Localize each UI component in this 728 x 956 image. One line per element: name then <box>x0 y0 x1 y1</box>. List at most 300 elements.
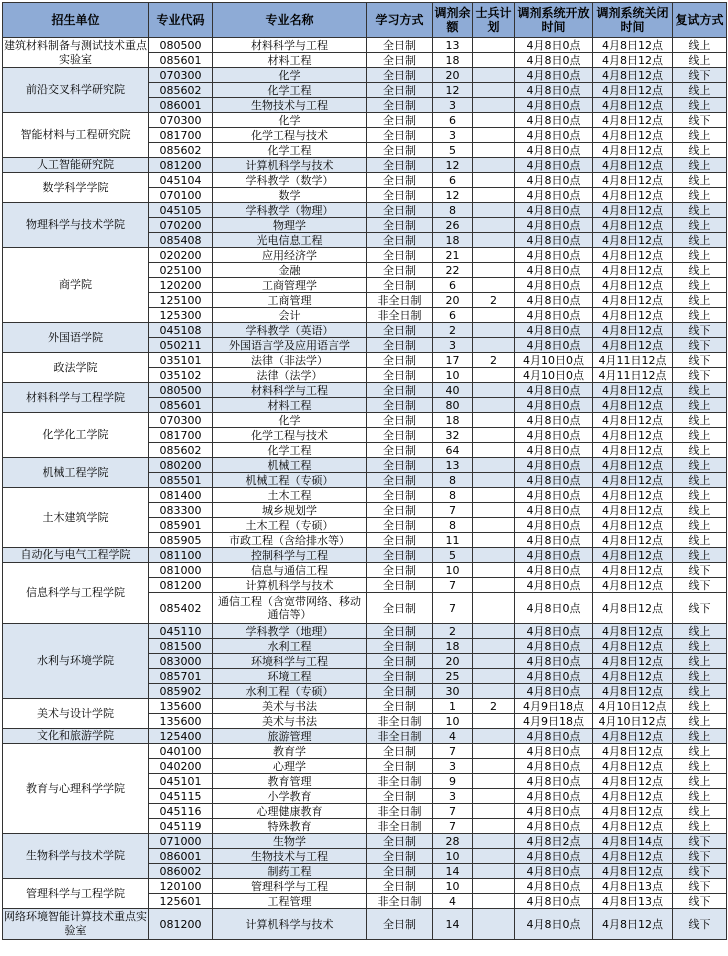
open-time-cell: 4月8日0点 <box>515 548 593 563</box>
quota-cell: 7 <box>433 578 473 593</box>
open-time-cell: 4月8日0点 <box>515 143 593 158</box>
open-time-cell: 4月8日0点 <box>515 263 593 278</box>
soldier-plan-cell <box>473 143 515 158</box>
major-code-cell: 085602 <box>149 143 213 158</box>
retest-method-cell: 线上 <box>673 428 727 443</box>
study-mode-cell: 非全日制 <box>367 819 433 834</box>
soldier-plan-cell <box>473 774 515 789</box>
study-mode-cell: 全日制 <box>367 428 433 443</box>
table-row <box>3 68 727 83</box>
retest-method-cell: 线上 <box>673 38 727 53</box>
study-mode-cell: 全日制 <box>367 368 433 383</box>
close-time-cell: 4月8日12点 <box>593 819 673 834</box>
header-unit: 招生单位 <box>3 3 149 38</box>
soldier-plan-cell <box>473 278 515 293</box>
soldier-plan-cell <box>473 368 515 383</box>
study-mode-cell: 全日制 <box>367 113 433 128</box>
major-name-cell: 特殊教育 <box>213 819 367 834</box>
soldier-plan-cell <box>473 83 515 98</box>
quota-cell: 40 <box>433 383 473 398</box>
study-mode-cell: 全日制 <box>367 338 433 353</box>
unit-cell: 人工智能研究院 <box>3 158 149 173</box>
quota-cell: 2 <box>433 323 473 338</box>
open-time-cell: 4月8日0点 <box>515 729 593 744</box>
quota-cell: 7 <box>433 804 473 819</box>
close-time-cell: 4月8日12点 <box>593 458 673 473</box>
major-name-cell: 学科教学（英语） <box>213 323 367 338</box>
open-time-cell: 4月8日0点 <box>515 398 593 413</box>
study-mode-cell: 全日制 <box>367 188 433 203</box>
retest-method-cell: 线上 <box>673 729 727 744</box>
study-mode-cell: 全日制 <box>367 593 433 624</box>
header-close: 调剂系统关闭时间 <box>593 3 673 38</box>
quota-cell: 20 <box>433 68 473 83</box>
close-time-cell: 4月10日12点 <box>593 714 673 729</box>
major-name-cell: 控制科学与工程 <box>213 548 367 563</box>
study-mode-cell: 全日制 <box>367 639 433 654</box>
open-time-cell: 4月8日0点 <box>515 38 593 53</box>
major-name-cell: 学科教学（物理） <box>213 203 367 218</box>
quota-cell: 10 <box>433 563 473 578</box>
table-row <box>3 548 727 563</box>
open-time-cell: 4月8日0点 <box>515 203 593 218</box>
quota-cell: 25 <box>433 669 473 684</box>
open-time-cell: 4月8日0点 <box>515 188 593 203</box>
retest-method-cell: 线上 <box>673 518 727 533</box>
study-mode-cell: 全日制 <box>367 128 433 143</box>
table-row <box>3 173 727 188</box>
close-time-cell: 4月8日12点 <box>593 624 673 639</box>
open-time-cell: 4月8日0点 <box>515 338 593 353</box>
open-time-cell: 4月8日0点 <box>515 894 593 909</box>
retest-method-cell: 线上 <box>673 53 727 68</box>
close-time-cell: 4月8日12点 <box>593 218 673 233</box>
soldier-plan-cell <box>473 684 515 699</box>
soldier-plan-cell <box>473 53 515 68</box>
soldier-plan-cell <box>473 308 515 323</box>
quota-cell: 18 <box>433 413 473 428</box>
soldier-plan-cell <box>473 804 515 819</box>
close-time-cell: 4月8日12点 <box>593 789 673 804</box>
quota-cell: 8 <box>433 203 473 218</box>
open-time-cell: 4月8日0点 <box>515 774 593 789</box>
quota-cell: 9 <box>433 774 473 789</box>
open-time-cell: 4月8日0点 <box>515 248 593 263</box>
close-time-cell: 4月8日12点 <box>593 68 673 83</box>
open-time-cell: 4月8日0点 <box>515 53 593 68</box>
soldier-plan-cell <box>473 834 515 849</box>
soldier-plan-cell <box>473 398 515 413</box>
study-mode-cell: 全日制 <box>367 413 433 428</box>
close-time-cell: 4月8日12点 <box>593 774 673 789</box>
quota-cell: 8 <box>433 473 473 488</box>
retest-method-cell: 线下 <box>673 323 727 338</box>
open-time-cell: 4月8日0点 <box>515 849 593 864</box>
major-name-cell: 信息与通信工程 <box>213 563 367 578</box>
open-time-cell: 4月8日0点 <box>515 233 593 248</box>
retest-method-cell: 线上 <box>673 383 727 398</box>
table-row <box>3 834 727 849</box>
header-open: 调剂系统开放时间 <box>515 3 593 38</box>
major-name-cell: 材料科学与工程 <box>213 38 367 53</box>
quota-cell: 6 <box>433 113 473 128</box>
unit-cell: 商学院 <box>3 248 149 323</box>
close-time-cell: 4月8日12点 <box>593 83 673 98</box>
major-code-cell: 080500 <box>149 38 213 53</box>
quota-cell: 6 <box>433 308 473 323</box>
close-time-cell: 4月8日12点 <box>593 548 673 563</box>
quota-cell: 7 <box>433 503 473 518</box>
quota-cell: 2 <box>433 624 473 639</box>
study-mode-cell: 非全日制 <box>367 308 433 323</box>
close-time-cell: 4月8日12点 <box>593 248 673 263</box>
retest-method-cell: 线上 <box>673 789 727 804</box>
study-mode-cell: 全日制 <box>367 864 433 879</box>
close-time-cell: 4月8日12点 <box>593 473 673 488</box>
major-code-cell: 070300 <box>149 68 213 83</box>
soldier-plan-cell: 2 <box>473 293 515 308</box>
soldier-plan-cell <box>473 849 515 864</box>
close-time-cell: 4月8日13点 <box>593 894 673 909</box>
soldier-plan-cell <box>473 458 515 473</box>
open-time-cell: 4月8日0点 <box>515 293 593 308</box>
table-row <box>3 113 727 128</box>
retest-method-cell: 线上 <box>673 143 727 158</box>
open-time-cell: 4月8日0点 <box>515 323 593 338</box>
header-row <box>3 3 727 38</box>
retest-method-cell: 线上 <box>673 398 727 413</box>
close-time-cell: 4月8日12点 <box>593 233 673 248</box>
retest-method-cell: 线上 <box>673 188 727 203</box>
close-time-cell: 4月11日12点 <box>593 368 673 383</box>
major-code-cell: 070100 <box>149 188 213 203</box>
soldier-plan-cell <box>473 669 515 684</box>
retest-method-cell: 线上 <box>673 699 727 714</box>
quota-cell: 3 <box>433 338 473 353</box>
close-time-cell: 4月8日12点 <box>593 263 673 278</box>
table-row <box>3 248 727 263</box>
major-code-cell: 085901 <box>149 518 213 533</box>
soldier-plan-cell <box>473 173 515 188</box>
quota-cell: 11 <box>433 533 473 548</box>
close-time-cell: 4月8日14点 <box>593 834 673 849</box>
table-row <box>3 624 727 639</box>
unit-cell: 前沿交叉科学研究院 <box>3 68 149 113</box>
quota-cell: 80 <box>433 398 473 413</box>
major-name-cell: 法律（法学） <box>213 368 367 383</box>
major-name-cell: 数学 <box>213 188 367 203</box>
soldier-plan-cell <box>473 639 515 654</box>
quota-cell: 10 <box>433 368 473 383</box>
close-time-cell: 4月8日12点 <box>593 158 673 173</box>
quota-cell: 32 <box>433 428 473 443</box>
retest-method-cell: 线下 <box>673 894 727 909</box>
retest-method-cell: 线下 <box>673 563 727 578</box>
quota-cell: 10 <box>433 879 473 894</box>
major-name-cell: 旅游管理 <box>213 729 367 744</box>
major-code-cell: 125400 <box>149 729 213 744</box>
study-mode-cell: 全日制 <box>367 834 433 849</box>
soldier-plan-cell <box>473 383 515 398</box>
major-name-cell: 材料工程 <box>213 398 367 413</box>
study-mode-cell: 全日制 <box>367 624 433 639</box>
major-name-cell: 法律（非法学） <box>213 353 367 368</box>
quota-cell: 7 <box>433 744 473 759</box>
table-row <box>3 413 727 428</box>
table-row <box>3 563 727 578</box>
major-name-cell: 生物技术与工程 <box>213 849 367 864</box>
quota-cell: 20 <box>433 654 473 669</box>
quota-cell: 4 <box>433 729 473 744</box>
quota-cell: 22 <box>433 263 473 278</box>
open-time-cell: 4月8日0点 <box>515 428 593 443</box>
close-time-cell: 4月8日12点 <box>593 428 673 443</box>
quota-cell: 3 <box>433 789 473 804</box>
major-name-cell: 计算机科学与技术 <box>213 578 367 593</box>
unit-cell: 教育与心理科学学院 <box>3 744 149 834</box>
open-time-cell: 4月8日0点 <box>515 684 593 699</box>
major-name-cell: 制药工程 <box>213 864 367 879</box>
close-time-cell: 4月8日12点 <box>593 759 673 774</box>
quota-cell: 13 <box>433 458 473 473</box>
close-time-cell: 4月8日12点 <box>593 488 673 503</box>
quota-cell: 3 <box>433 98 473 113</box>
study-mode-cell: 非全日制 <box>367 804 433 819</box>
quota-cell: 8 <box>433 488 473 503</box>
close-time-cell: 4月8日12点 <box>593 413 673 428</box>
table-row <box>3 458 727 473</box>
retest-method-cell: 线下 <box>673 834 727 849</box>
major-code-cell: 085408 <box>149 233 213 248</box>
table-row <box>3 158 727 173</box>
quota-cell: 3 <box>433 128 473 143</box>
major-code-cell: 120100 <box>149 879 213 894</box>
major-code-cell: 081400 <box>149 488 213 503</box>
study-mode-cell: 全日制 <box>367 83 433 98</box>
quota-cell: 8 <box>433 518 473 533</box>
major-code-cell: 085902 <box>149 684 213 699</box>
major-code-cell: 070200 <box>149 218 213 233</box>
major-code-cell: 040200 <box>149 759 213 774</box>
major-name-cell: 外国语言学及应用语言学 <box>213 338 367 353</box>
open-time-cell: 4月8日0点 <box>515 864 593 879</box>
major-code-cell: 081700 <box>149 428 213 443</box>
soldier-plan-cell <box>473 548 515 563</box>
study-mode-cell: 全日制 <box>367 263 433 278</box>
retest-method-cell: 线上 <box>673 203 727 218</box>
close-time-cell: 4月8日12点 <box>593 293 673 308</box>
close-time-cell: 4月8日12点 <box>593 53 673 68</box>
major-name-cell: 材料工程 <box>213 53 367 68</box>
study-mode-cell: 全日制 <box>367 218 433 233</box>
open-time-cell: 4月8日0点 <box>515 759 593 774</box>
quota-cell: 6 <box>433 173 473 188</box>
quota-cell: 64 <box>433 443 473 458</box>
unit-cell: 物理科学与技术学院 <box>3 203 149 248</box>
unit-cell: 管理科学与工程学院 <box>3 879 149 909</box>
close-time-cell: 4月8日12点 <box>593 308 673 323</box>
retest-method-cell: 线上 <box>673 308 727 323</box>
soldier-plan-cell <box>473 473 515 488</box>
retest-method-cell: 线下 <box>673 353 727 368</box>
retest-method-cell: 线下 <box>673 113 727 128</box>
open-time-cell: 4月8日0点 <box>515 158 593 173</box>
soldier-plan-cell <box>473 654 515 669</box>
quota-cell: 21 <box>433 248 473 263</box>
retest-method-cell: 线上 <box>673 83 727 98</box>
soldier-plan-cell <box>473 443 515 458</box>
close-time-cell: 4月8日12点 <box>593 804 673 819</box>
close-time-cell: 4月8日12点 <box>593 188 673 203</box>
major-code-cell: 070300 <box>149 413 213 428</box>
close-time-cell: 4月8日12点 <box>593 338 673 353</box>
study-mode-cell: 全日制 <box>367 759 433 774</box>
study-mode-cell: 非全日制 <box>367 714 433 729</box>
study-mode-cell: 全日制 <box>367 654 433 669</box>
retest-method-cell: 线下 <box>673 864 727 879</box>
unit-cell: 外国语学院 <box>3 323 149 353</box>
open-time-cell: 4月8日0点 <box>515 128 593 143</box>
table-row <box>3 203 727 218</box>
major-name-cell: 土木工程 <box>213 488 367 503</box>
open-time-cell: 4月8日0点 <box>515 83 593 98</box>
table-row <box>3 699 727 714</box>
major-name-cell: 心理健康教育 <box>213 804 367 819</box>
major-code-cell: 085601 <box>149 53 213 68</box>
open-time-cell: 4月8日0点 <box>515 518 593 533</box>
open-time-cell: 4月8日0点 <box>515 503 593 518</box>
retest-method-cell: 线下 <box>673 368 727 383</box>
major-code-cell: 085601 <box>149 398 213 413</box>
open-time-cell: 4月8日0点 <box>515 533 593 548</box>
study-mode-cell: 全日制 <box>367 473 433 488</box>
major-code-cell: 085602 <box>149 83 213 98</box>
retest-method-cell: 线上 <box>673 744 727 759</box>
retest-method-cell: 线上 <box>673 218 727 233</box>
table-row <box>3 909 727 940</box>
soldier-plan-cell <box>473 338 515 353</box>
major-name-cell: 光电信息工程 <box>213 233 367 248</box>
major-name-cell: 化学 <box>213 113 367 128</box>
major-code-cell: 083300 <box>149 503 213 518</box>
major-name-cell: 水利工程（专硕） <box>213 684 367 699</box>
open-time-cell: 4月8日0点 <box>515 98 593 113</box>
soldier-plan-cell <box>473 578 515 593</box>
close-time-cell: 4月8日12点 <box>593 729 673 744</box>
retest-method-cell: 线上 <box>673 654 727 669</box>
close-time-cell: 4月8日12点 <box>593 443 673 458</box>
quota-cell: 10 <box>433 714 473 729</box>
quota-cell: 3 <box>433 759 473 774</box>
study-mode-cell: 全日制 <box>367 909 433 940</box>
unit-cell: 水利与环境学院 <box>3 624 149 699</box>
major-name-cell: 学科教学（数学） <box>213 173 367 188</box>
open-time-cell: 4月8日0点 <box>515 789 593 804</box>
major-name-cell: 通信工程（含宽带网络、移动通信等） <box>213 593 367 624</box>
unit-cell: 信息科学与工程学院 <box>3 563 149 624</box>
major-code-cell: 080500 <box>149 383 213 398</box>
major-code-cell: 085905 <box>149 533 213 548</box>
soldier-plan-cell <box>473 38 515 53</box>
open-time-cell: 4月8日0点 <box>515 624 593 639</box>
soldier-plan-cell <box>473 263 515 278</box>
retest-method-cell: 线上 <box>673 548 727 563</box>
study-mode-cell: 全日制 <box>367 488 433 503</box>
major-code-cell: 045108 <box>149 323 213 338</box>
major-code-cell: 045101 <box>149 774 213 789</box>
close-time-cell: 4月8日12点 <box>593 398 673 413</box>
table-row <box>3 488 727 503</box>
major-name-cell: 化学工程 <box>213 443 367 458</box>
close-time-cell: 4月8日13点 <box>593 879 673 894</box>
table-row <box>3 38 727 53</box>
retest-method-cell: 线上 <box>673 804 727 819</box>
unit-cell: 数学科学学院 <box>3 173 149 203</box>
study-mode-cell: 全日制 <box>367 323 433 338</box>
close-time-cell: 4月8日12点 <box>593 383 673 398</box>
soldier-plan-cell <box>473 158 515 173</box>
open-time-cell: 4月9日18点 <box>515 699 593 714</box>
quota-cell: 4 <box>433 894 473 909</box>
soldier-plan-cell <box>473 864 515 879</box>
study-mode-cell: 非全日制 <box>367 293 433 308</box>
soldier-plan-cell <box>473 624 515 639</box>
adjustment-table <box>2 2 727 940</box>
study-mode-cell: 全日制 <box>367 143 433 158</box>
retest-method-cell: 线上 <box>673 669 727 684</box>
soldier-plan-cell <box>473 113 515 128</box>
study-mode-cell: 全日制 <box>367 458 433 473</box>
major-name-cell: 美术与书法 <box>213 714 367 729</box>
major-code-cell: 071000 <box>149 834 213 849</box>
major-name-cell: 美术与书法 <box>213 699 367 714</box>
study-mode-cell: 全日制 <box>367 578 433 593</box>
study-mode-cell: 全日制 <box>367 879 433 894</box>
major-code-cell: 083000 <box>149 654 213 669</box>
close-time-cell: 4月8日12点 <box>593 654 673 669</box>
major-name-cell: 工商管理 <box>213 293 367 308</box>
major-name-cell: 金融 <box>213 263 367 278</box>
open-time-cell: 4月8日0点 <box>515 173 593 188</box>
open-time-cell: 4月8日0点 <box>515 909 593 940</box>
open-time-cell: 4月8日0点 <box>515 113 593 128</box>
major-code-cell: 081200 <box>149 158 213 173</box>
study-mode-cell: 全日制 <box>367 173 433 188</box>
major-code-cell: 045110 <box>149 624 213 639</box>
soldier-plan-cell <box>473 563 515 578</box>
unit-cell: 政法学院 <box>3 353 149 383</box>
major-code-cell: 086002 <box>149 864 213 879</box>
major-code-cell: 085602 <box>149 443 213 458</box>
study-mode-cell: 全日制 <box>367 53 433 68</box>
quota-cell: 12 <box>433 158 473 173</box>
retest-method-cell: 线下 <box>673 338 727 353</box>
major-code-cell: 081000 <box>149 563 213 578</box>
table-row <box>3 383 727 398</box>
header-method: 复试方式 <box>673 3 727 38</box>
soldier-plan-cell: 2 <box>473 353 515 368</box>
unit-cell: 土木建筑学院 <box>3 488 149 548</box>
soldier-plan-cell <box>473 218 515 233</box>
open-time-cell: 4月8日0点 <box>515 458 593 473</box>
retest-method-cell: 线上 <box>673 624 727 639</box>
table-row <box>3 353 727 368</box>
study-mode-cell: 全日制 <box>367 503 433 518</box>
open-time-cell: 4月8日0点 <box>515 473 593 488</box>
soldier-plan-cell <box>473 488 515 503</box>
retest-method-cell: 线下 <box>673 578 727 593</box>
table-row <box>3 729 727 744</box>
